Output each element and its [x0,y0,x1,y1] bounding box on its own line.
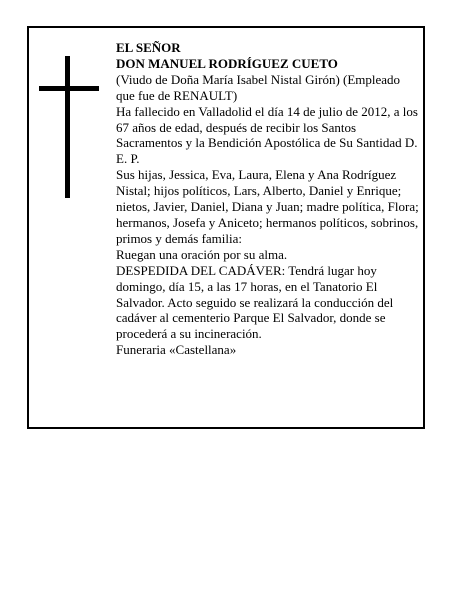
obituary-notice [27,26,425,429]
cross-icon [39,56,99,198]
obituary-text [116,40,419,358]
prayer-request: Ruegan una oración por su alma. [116,246,288,262]
cross-vertical-bar [65,56,70,198]
deceased-subtitle: (Viudo de Doña María Isabel Nistal Girón) (Empleado que fue de RENAULT) [116,71,401,103]
death-info: Ha fallecido en Valladolid el día 14 de julio de 2012, a los 67 años de edad, después de recibir los Santos Sacramentos y la Bendición Apostólica de Su Santidad D. E. P. [116,103,418,167]
title-line-1: EL SEÑOR [116,40,181,55]
funeral-home: Funeraria «Castellana» [116,342,237,358]
deceased-name: DON MANUEL RODRÍGUEZ CUETO [116,55,338,71]
cross-horizontal-bar [39,86,99,91]
family-list: Sus hijas, Jessica, Eva, Laura, Elena y Ana Rodríguez Nistal; hijos políticos, Lars, Alberto, Daniel y Enrique; nietos, Javier, Daniel, Diana y Juan; madre política, Flora; hermanos, Josefa y Aniceto; hermanos políticos, sobrinos, primos y demás familia: [116,167,419,246]
farewell-details: DESPEDIDA DEL CADÁVER: Tendrá lugar hoy domingo, día 15, a las 17 horas, en el Tanatorio El Salvador. Acto seguido se realizará la conducción del cadáver al cementerio Parque El Salvador, donde se procederá a su incineración. [116,262,394,342]
